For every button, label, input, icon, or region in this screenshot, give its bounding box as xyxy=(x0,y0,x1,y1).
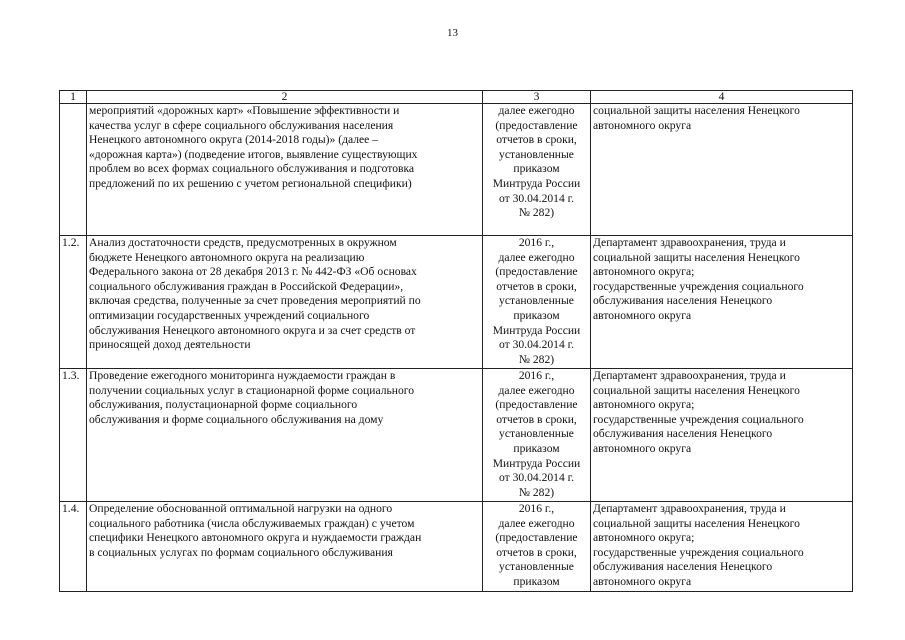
term-line: далее ежегодно xyxy=(498,104,575,117)
responsible-line: государственные учреждения социального xyxy=(593,279,804,293)
responsible-line: автономного округа xyxy=(593,574,692,588)
term-cell xyxy=(483,369,591,502)
term-line: приказом xyxy=(513,441,560,455)
responsible-line: социальной защиты населения Ненецкого xyxy=(593,383,800,397)
term-line: приказом xyxy=(513,574,560,588)
term-line: 2016 г., xyxy=(518,369,555,382)
term-line: Минтруда России xyxy=(492,323,581,337)
term-line: 2016 г., xyxy=(518,502,555,515)
action-plan-table xyxy=(59,90,853,592)
activity-line: приносящей доход деятельности xyxy=(89,338,251,352)
activity-line: мероприятий «дорожных карт» «Повышение эффективности и xyxy=(89,104,400,117)
term-line: отчетов в сроки, xyxy=(496,133,577,147)
row-number: 1.4. xyxy=(60,502,87,592)
row-number: 1.2. xyxy=(60,236,87,369)
responsible-line: обслуживания населения Ненецкого xyxy=(593,427,773,441)
activity-line: в социальных услугах по формам социального обслуживания xyxy=(89,545,393,559)
term-line: (предоставление xyxy=(495,531,578,545)
activity-cell xyxy=(87,502,483,592)
responsible-line: автономного округа; xyxy=(593,398,695,412)
responsible-cell xyxy=(591,104,853,236)
column-header-1: 1 xyxy=(60,91,87,104)
table-row xyxy=(60,104,853,236)
term-line: установленные xyxy=(499,560,574,574)
activity-cell xyxy=(87,104,483,236)
row-number xyxy=(60,104,87,236)
term-line: установленные xyxy=(499,427,574,441)
column-header-2: 2 xyxy=(87,91,483,104)
term-line: приказом xyxy=(513,162,560,176)
term-line: (предоставление xyxy=(495,118,578,132)
responsible-line: автономного округа xyxy=(593,118,692,132)
term-line: Минтруда России xyxy=(492,456,581,470)
responsible-line: социальной защиты населения Ненецкого xyxy=(593,516,800,530)
term-line: отчетов в сроки, xyxy=(496,545,577,559)
activity-line: Федерального закона от 28 декабря 2013 г. № 442-ФЗ «Об основах xyxy=(89,265,417,279)
activity-line: социального работника (числа обслуживаемых граждан) с учетом xyxy=(89,516,415,530)
activity-line: включая средства, полученные за счет проведения мероприятий по xyxy=(89,294,421,308)
column-header-3: 3 xyxy=(483,91,591,104)
responsible-line: обслуживания населения Ненецкого xyxy=(593,560,773,574)
activity-line: получении социальных услуг в стационарной форме социального xyxy=(89,383,415,397)
activity-line: качества услуг в сфере социального обслуживания населения xyxy=(89,118,394,132)
responsible-line: автономного округа xyxy=(593,441,692,455)
page-number: 13 xyxy=(447,27,458,39)
activity-line: оптимизации государственных учреждений социального xyxy=(89,308,370,322)
responsible-line: Департамент здравоохранения, труда и xyxy=(593,369,786,382)
responsible-line: государственные учреждения социального xyxy=(593,545,804,559)
activity-line: предложений по их решению с учетом региональной специфики) xyxy=(89,176,412,190)
term-line: установленные xyxy=(499,147,574,161)
row-number: 1.3. xyxy=(60,369,87,502)
activity-line: социального обслуживания граждан в Российской Федерации», xyxy=(89,279,404,293)
responsible-line: автономного округа xyxy=(593,308,692,322)
responsible-line: государственные учреждения социального xyxy=(593,412,804,426)
activity-line: обслуживания Ненецкого автономного округа и за счет средств от xyxy=(89,323,416,337)
activity-line: «дорожная карта») (подведение итогов, выявление существующих xyxy=(89,147,418,161)
term-line: (предоставление xyxy=(495,398,578,412)
responsible-cell xyxy=(591,369,853,502)
term-line: № 282) xyxy=(518,485,555,499)
activity-cell xyxy=(87,369,483,502)
term-line: установленные xyxy=(499,294,574,308)
activity-line: Анализ достаточности средств, предусмотренных в окружном xyxy=(89,236,397,249)
responsible-line: социальной защиты населения Ненецкого xyxy=(593,250,800,264)
activity-line: специфики Ненецкого автономного округа и нуждаемости граждан xyxy=(89,531,422,545)
activity-line: проблем во всех формах социального обслуживания и подготовка xyxy=(89,162,415,176)
table-row xyxy=(60,236,853,369)
term-line: от 30.04.2014 г. xyxy=(498,471,575,485)
responsible-cell xyxy=(591,236,853,369)
table-row xyxy=(60,369,853,502)
column-number-header-row xyxy=(60,91,853,104)
term-line: далее ежегодно xyxy=(498,383,575,397)
term-line: отчетов в сроки, xyxy=(496,279,577,293)
term-line: № 282) xyxy=(518,352,555,366)
activity-line: Проведение ежегодного мониторинга нуждаемости граждан в xyxy=(89,369,396,382)
table-row xyxy=(60,502,853,592)
activity-line: Определение обоснованной оптимальной нагрузки на одного xyxy=(89,502,393,515)
responsible-line: автономного округа; xyxy=(593,265,695,279)
term-line: приказом xyxy=(513,308,560,322)
term-line: от 30.04.2014 г. xyxy=(498,191,575,205)
activity-line: обслуживания и форме социального обслуживания на дому xyxy=(89,412,384,426)
term-line: (предоставление xyxy=(495,265,578,279)
term-line: 2016 г., xyxy=(518,236,555,249)
term-line: № 282) xyxy=(518,206,555,220)
term-line: от 30.04.2014 г. xyxy=(498,338,575,352)
responsible-line: обслуживания населения Ненецкого xyxy=(593,294,773,308)
term-cell xyxy=(483,502,591,592)
responsible-line: Департамент здравоохранения, труда и xyxy=(593,502,786,515)
responsible-line: автономного округа; xyxy=(593,531,695,545)
term-line: отчетов в сроки, xyxy=(496,412,577,426)
activity-cell xyxy=(87,236,483,369)
term-cell xyxy=(483,104,591,236)
term-line: далее ежегодно xyxy=(498,516,575,530)
responsible-line: Департамент здравоохранения, труда и xyxy=(593,236,786,249)
activity-line: Ненецкого автономного округа (2014-2018 годы)» (далее – xyxy=(89,133,379,147)
term-line: Минтруда России xyxy=(492,176,581,190)
term-line: далее ежегодно xyxy=(498,250,575,264)
activity-line: обслуживания, полустационарной форме социального xyxy=(89,398,358,412)
responsible-cell xyxy=(591,502,853,592)
column-header-4: 4 xyxy=(591,91,853,104)
term-cell xyxy=(483,236,591,369)
activity-line: бюджете Ненецкого автономного округа на реализацию xyxy=(89,250,365,264)
responsible-line: социальной защиты населения Ненецкого xyxy=(593,104,800,117)
